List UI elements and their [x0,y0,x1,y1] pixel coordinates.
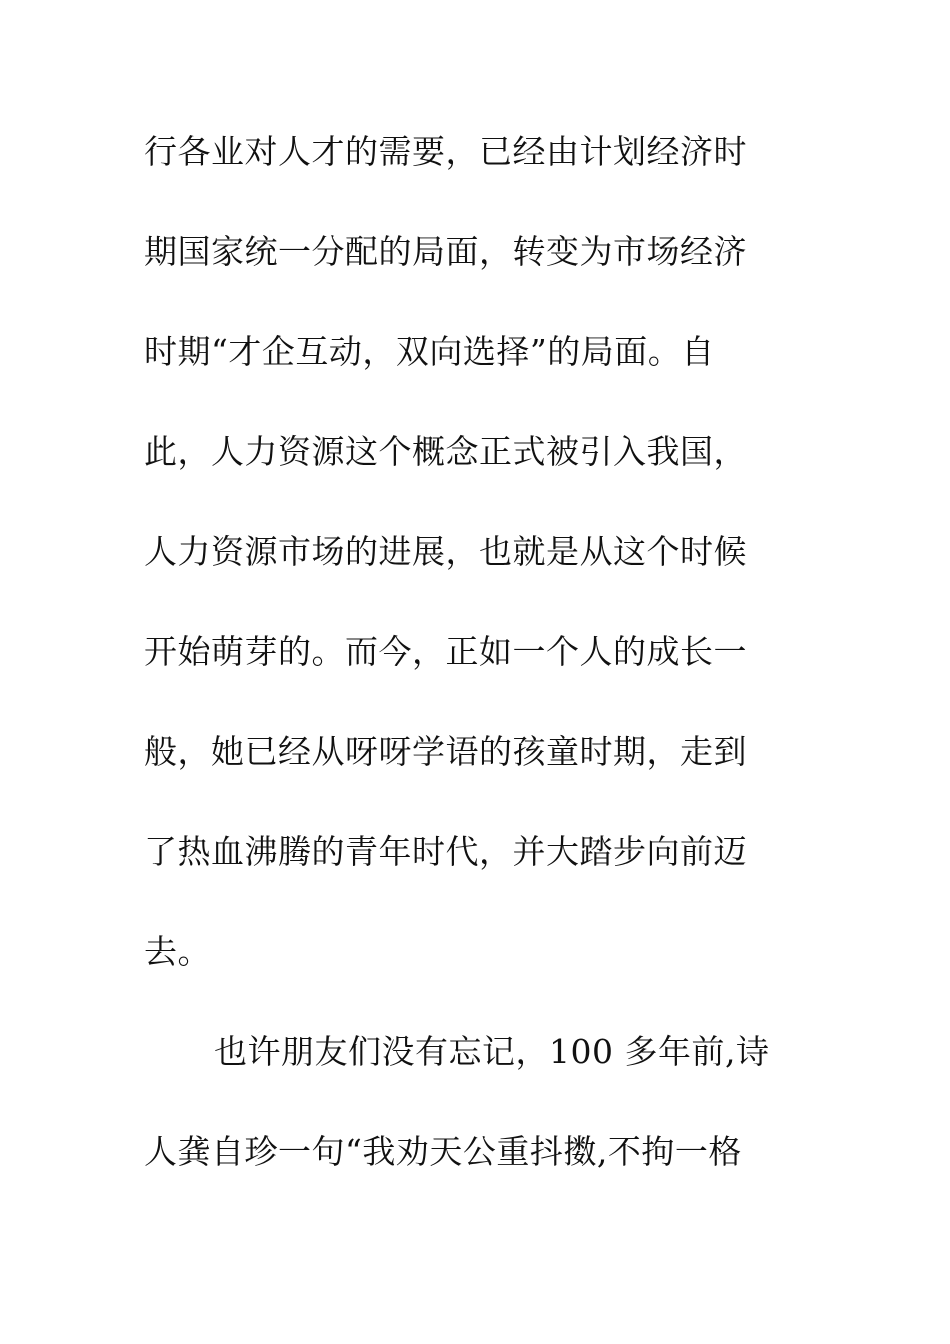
paragraph-2-line-2: 人龚自珍一句“我劝天公重抖擞,不拘一格 [144,1132,742,1171]
paragraph-line-6: 开始萌芽的。而今，正如一个人的成长一 [144,632,747,671]
paragraph-2-line-1: 也许朋友们没有忘记，100 多年前,诗 [214,1032,770,1071]
paragraph-line-8: 了热血沸腾的青年时代，并大踏步向前迈 [144,832,747,871]
paragraph-line-2: 期国家统一分配的局面，转变为市场经济 [144,232,747,271]
paragraph-line-9: 去。 [144,932,211,971]
paragraph-line-4: 此，人力资源这个概念正式被引入我国， [144,432,747,471]
paragraph-line-3: 时期“才企互动，双向选择”的局面。自 [144,332,715,371]
paragraph-line-5: 人力资源市场的进展，也就是从这个时候 [144,532,747,571]
paragraph-line-1: 行各业对人才的需要，已经由计划经济时 [144,132,747,171]
paragraph-line-7: 般，她已经从呀呀学语的孩童时期，走到 [144,732,747,771]
